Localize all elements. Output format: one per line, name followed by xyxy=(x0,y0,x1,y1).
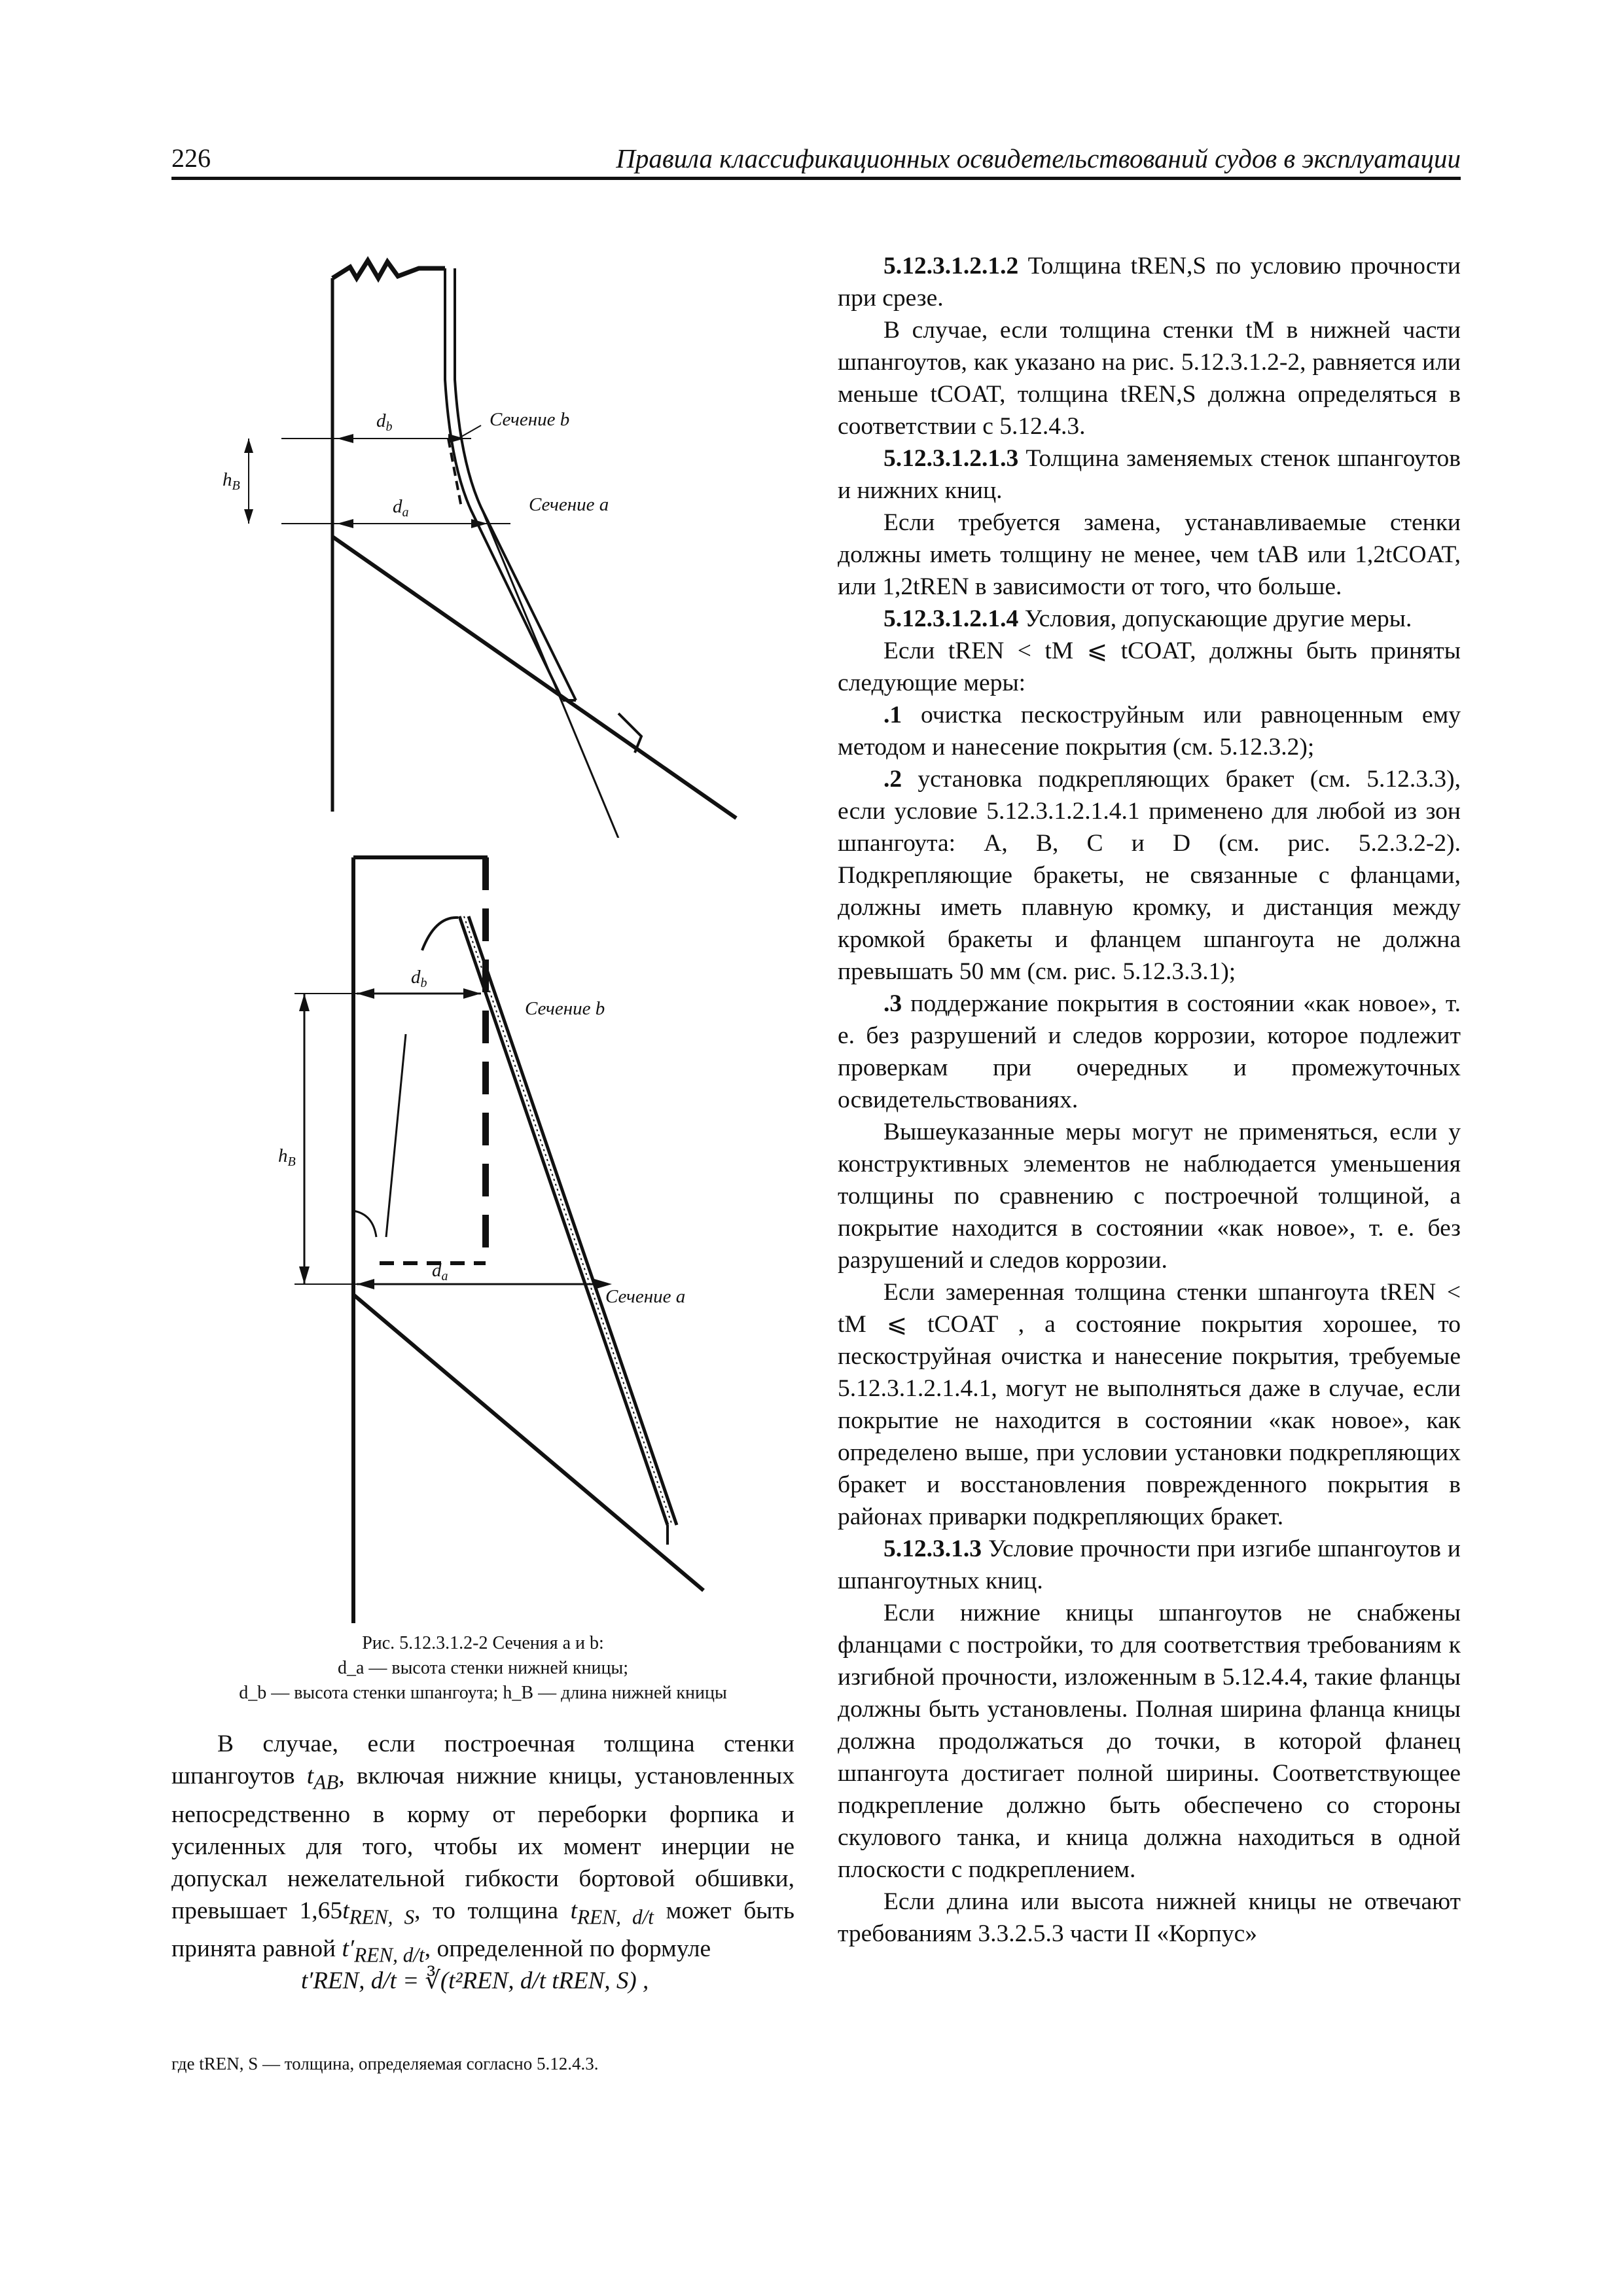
paragraph: Если tREN < tM ⩽ tCOAT, должны быть приняты следующие меры: xyxy=(838,637,1461,696)
caption-line-1: Рис. 5.12.3.1.2-2 Сечения a и b: xyxy=(362,1633,604,1653)
paragraph: Если замеренная толщина стенки шпангоута tREN < tM ⩽ tCOAT , а состояние покрытия хорошее, то пескоструйная очистка и нанесение покрытия, требуемые 5.12.3.1.2.1.4.1, могут не выполняться даже в случае, если покрытие не находится в состоянии «как новое», как определено выше, при условии установки подкрепляющих бракет и восстановления поврежденного покрытия в районах приварки подкрепляющих бракет. xyxy=(838,1279,1461,1530)
paragraph: Если требуется замена, устанавливаемые стенки должны иметь толщину не менее, чем tAB или 1,2tCOAT, или 1,2tREN в зависимости от того, что больше. xyxy=(838,509,1461,600)
section-heading: 5.12.3.1.2.1.2 Толщина tREN,S по условию прочности при срезе. xyxy=(838,253,1461,312)
bracket-flange xyxy=(332,537,736,818)
label-da: $d_a$ xyxy=(393,496,409,520)
flange-arc xyxy=(422,918,458,950)
section-heading: 5.12.3.1.2.1.4 Условия, допускающие другие меры. xyxy=(883,605,1412,632)
label-db: $d_b$ xyxy=(411,967,427,990)
right-column-text xyxy=(838,250,1461,1950)
page-header xyxy=(171,143,1461,179)
paragraph: В случае, если построечная толщина стенки шпангоутов $t_{AB}$, включая нижние кницы, установленных непосредственно в корму от переборки форпика и усиленных для того, чтобы их момент инерции не допускал нежелательной гибкости бортовой обшивки, превышает $1,65t_{REN, S}$, то толщина $t_{REN, d/t}$ может быть принята равной $t'_{REN, d/t}$, определенной по формуле xyxy=(171,1731,794,1967)
label-section-b: Сечение b xyxy=(525,998,605,1019)
list-item: .1 очистка пескоструйным или равноценным ему методом и нанесение покрытия (см. 5.12.3.2); xyxy=(838,702,1461,761)
label-hb: $h_B$ xyxy=(223,469,240,493)
break-line xyxy=(332,260,445,278)
running-title: Правила классификационных освидетельствований судов в эксплуатации xyxy=(616,143,1461,173)
caption-line-3: d_b — высота стенки шпангоута; h_B — длина нижней кницы xyxy=(239,1683,727,1703)
formula-where: где tREN, S — толщина, определяемая согласно 5.12.4.3. xyxy=(171,2054,599,2073)
list-item: .2 установка подкрепляющих бракет (см. 5.12.3.3), если условие 5.12.3.1.2.1.4.1 применено для любой из зон шпангоута: A, B, C и D (см. рис. 5.2.3.2-2). Подкрепляющие бракеты, не связанные с фланцами, должны иметь плавную кромку, и дистанция между кромкой бракеты и фланцем шпангоута не должна превышать 50 мм (см. рис. 5.12.3.3.1); xyxy=(838,766,1461,985)
label-hb: $h_B$ xyxy=(278,1145,296,1169)
web-edge-inner xyxy=(386,1034,406,1237)
formula: t′REN, d/t = ∛(t²REN, d/t tREN, S) , xyxy=(301,1967,649,1994)
label-section-a: Сечение a xyxy=(529,494,609,515)
figure-bottom xyxy=(216,844,792,1630)
bracket-edge xyxy=(353,1295,704,1590)
paragraph: Если длина или высота нижней кницы не отвечают требованиям 3.3.2.5.3 части II «Корпус» xyxy=(838,1888,1461,1947)
header-rule xyxy=(171,177,1461,180)
section-heading: 5.12.3.1.3 Условие прочности при изгибе шпангоутов и шпангоутных книц. xyxy=(838,1535,1461,1594)
paragraph: В случае, если толщина стенки tM в нижней части шпангоутов, как указано на рис. 5.12.3.1.2-2, равняется или меньше tCOAT, толщина tREN,S должна определяться в соответствии с 5.12.4.3. xyxy=(838,317,1461,440)
list-item: .3 поддержание покрытия в состоянии «как новое», т. е. без разрушений и следов коррозии, которое подлежит проверкам при очередных и промежуточных освидетельствованиях. xyxy=(838,990,1461,1113)
label-section-a: Сечение a xyxy=(605,1286,686,1307)
label-db: $d_b$ xyxy=(376,410,393,434)
caption-line-2: d_a — высота стенки нижней кницы; xyxy=(337,1658,629,1678)
bracket-toe xyxy=(618,713,641,753)
page-number: 226 xyxy=(171,143,211,173)
figure-caption xyxy=(171,1631,794,1706)
paragraph: Если нижние кницы шпангоутов не снабжены фланцами с постройки, то для соответствия требованиям к изгибной прочности, изложенным в 5.12.4.4, такие фланцы должны быть установлены. Полная ширина фланца кницы должна продолжаться до точки, в которой фланец шпангоута достигает полной ширины. Соответствующее подкрепление должно быть обеспечено со стороны скулового танка, и кница должна находиться в одной плоскости с подкреплением. xyxy=(838,1600,1461,1883)
figure-top xyxy=(196,249,772,838)
label-da: $d_a$ xyxy=(432,1260,448,1283)
paragraph: Вышеуказанные меры могут не применяться, если у конструктивных элементов не наблюдается уменьшения толщины по сравнению с построечной толщиной, а покрытие находится в состоянии «как новое», т. е. без разрушений и следов коррозии. xyxy=(838,1119,1461,1274)
section-heading: 5.12.3.1.2.1.3 Толщина заменяемых стенок шпангоутов и нижних книц. xyxy=(838,445,1461,504)
left-column-text xyxy=(171,1728,794,1971)
web-arc xyxy=(353,1211,376,1237)
label-section-b: Сечение b xyxy=(490,409,570,430)
